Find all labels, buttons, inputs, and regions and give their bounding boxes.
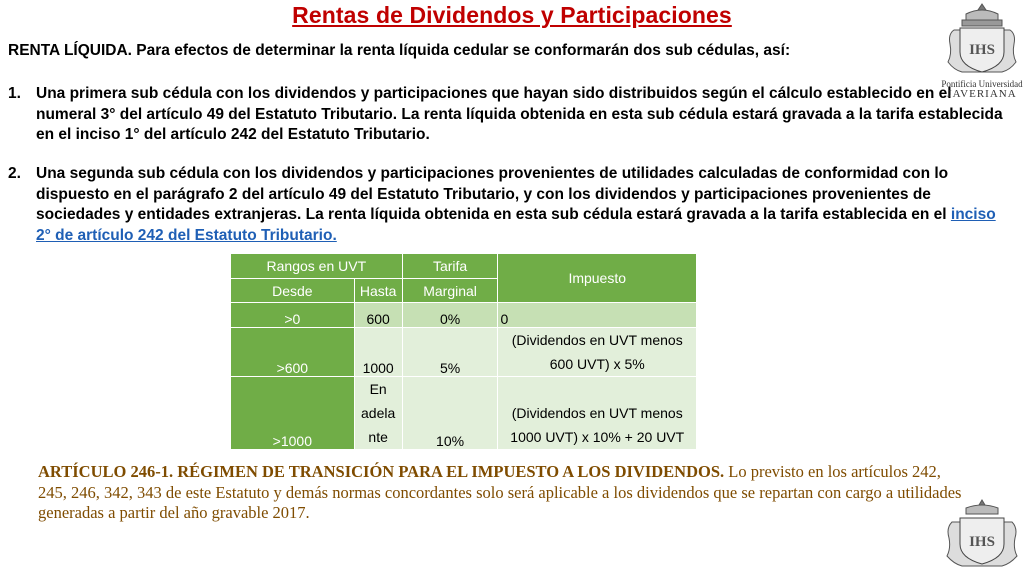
cell-impuesto: 0 [498,303,697,328]
header-hasta: Hasta [354,279,402,303]
cell-tarifa: 5% [402,328,498,377]
university-name: Pontificia Universidad JAVERIANA [941,79,1023,100]
articulo-246-1 [38,462,968,524]
articulo-body: Lo previsto en los artículos 242, 245, 246, 342, 343 de este Estatuto y demás normas concordantes solo será aplicable a los dividendos que se repartan con cargo a utilidades generadas a partir del año gravable 2017. [38,462,962,522]
header-marginal: Marginal [402,279,498,303]
list-item-text: Una primera sub cédula con los dividendos y participaciones que hayan sido distribuidos según el cálculo establecido en el numeral 3° del artículo 49 del Estatuto Tributario. La renta líquida obtenida en esta sub cédula estará gravada a la tarifa establecida en el inciso 1° del artículo 242 del Estatuto Tributario. [36,85,1003,143]
header-rangos: Rangos en UVT [231,254,403,279]
list-number: 2. [8,165,21,182]
header-desde: Desde [231,279,355,303]
list-item-1 [8,84,1008,146]
page-title: Rentas de Dividendos y Participaciones [292,2,732,28]
article-242-link[interactable]: inciso 2° de artículo 242 del Estatuto Tributario. [36,206,996,244]
intro-paragraph: RENTA LÍQUIDA. Para efectos de determinar la renta líquida cedular se conformarán dos sub cédulas, así: [8,42,791,59]
cell-tarifa: 10% [402,377,498,450]
cell-tarifa: 0% [402,303,498,328]
table-row [231,303,697,328]
cell-desde: >600 [231,328,355,377]
list-item-text-body: Una segunda sub cédula con los dividendos y participaciones provenientes de utilidades calculadas de conformidad con lo dispuesto en el parágrafo 2 del artículo 49 del Estatuto Tributario, y con los dividendos y participaciones provenientes de sociedades y entidades extranjeras. La renta líquida obtenida en esta sub cédula estará gravada a la tarifa establecida en el [36,165,949,223]
cell-desde: >0 [231,303,355,328]
crest-monogram: IHS [969,534,995,550]
cell-hasta: 600 [354,303,402,328]
list-item-text [36,164,1008,246]
cell-impuesto: (Dividendos en UVT menos 600 UVT) x 5% [498,328,697,377]
table-row [231,377,697,450]
crest-monogram: IHS [969,42,995,58]
cell-impuesto: (Dividendos en UVT menos 1000 UVT) x 10% + 20 UVT [498,377,697,450]
tax-rate-table [230,253,697,450]
articulo-heading: ARTÍCULO 246-1. RÉGIMEN DE TRANSICIÓN PARA EL IMPUESTO A LOS DIVIDENDOS. [38,462,725,481]
list-item-2 [8,164,1008,246]
list-number: 1. [8,85,21,102]
cell-hasta: 1000 [354,328,402,377]
cell-hasta: En adela nte [354,377,402,450]
table-row [231,328,697,377]
crest-watermark-icon [940,498,1024,576]
header-impuesto: Impuesto [498,254,697,303]
cell-desde: >1000 [231,377,355,450]
header-tarifa: Tarifa [402,254,498,279]
